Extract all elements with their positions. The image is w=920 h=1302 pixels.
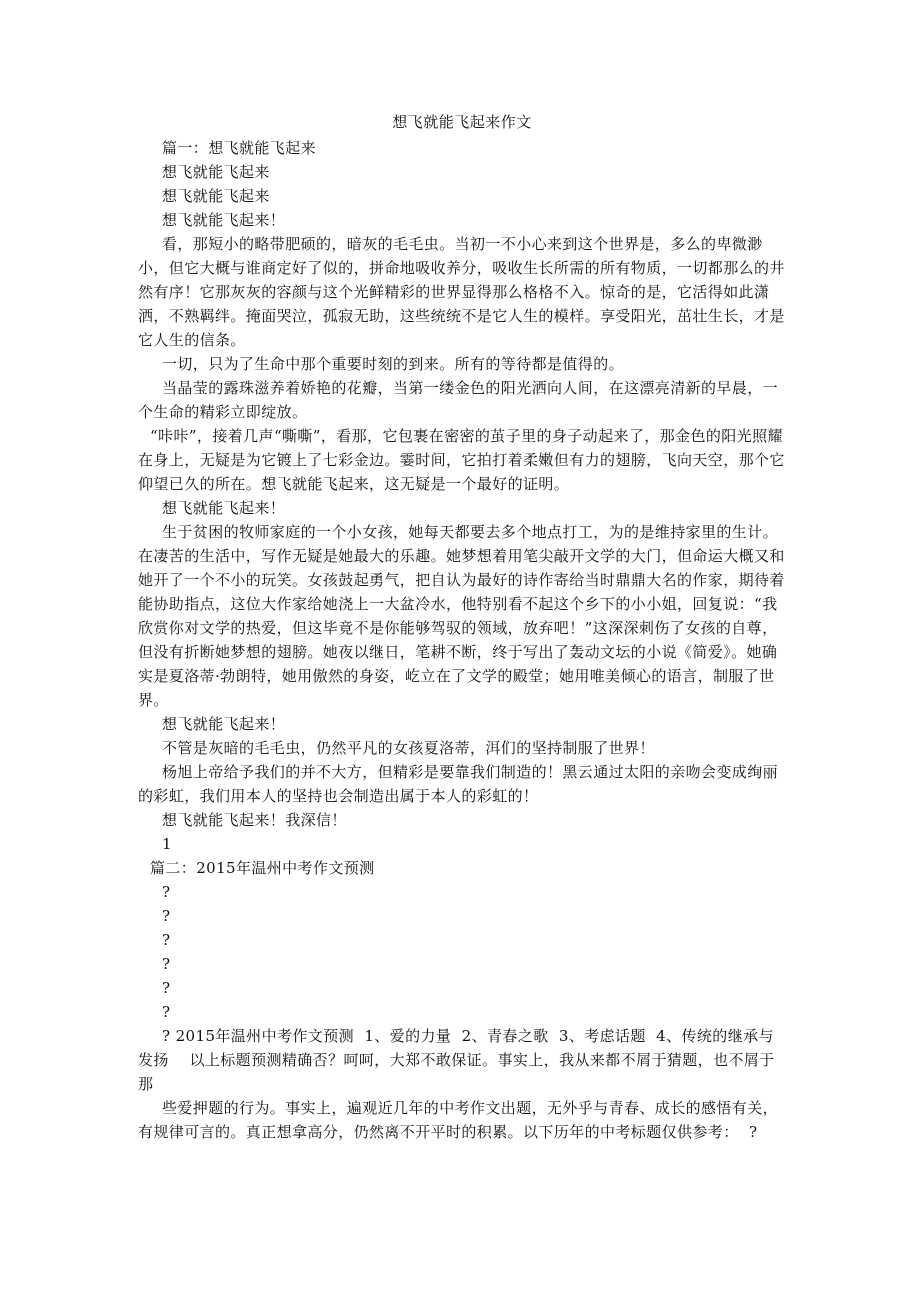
paragraph-11: 想飞就能飞起来！: [162, 715, 286, 733]
paragraph-3: 想飞就能飞起来: [162, 187, 270, 205]
document-body: [138, 136, 786, 1144]
paragraph-16: 篇二：2015年温州中考作文预测: [150, 859, 375, 877]
paragraph-7: 当晶莹的露珠滋养着娇艳的花瓣，当第一缕金色的阳光洒向人间，在这漂亮清新的早晨，一个生命的精彩立即绽放。: [138, 379, 779, 421]
paragraph-18: ?: [162, 907, 171, 925]
paragraph-21: ?: [162, 979, 171, 997]
paragraph-17: ?: [162, 883, 171, 901]
paragraph-9: 想飞就能飞起来！: [162, 499, 286, 517]
paragraph-14: 想飞就能飞起来！我深信！: [162, 811, 347, 829]
paragraph-4: 想飞就能飞起来！: [162, 211, 286, 229]
paragraph-12: 不管是灰暗的毛毛虫，仍然平凡的女孩夏洛蒂，洱们的坚持制服了世界！: [162, 739, 655, 757]
document-content: [138, 111, 786, 1144]
paragraph-15: 1: [162, 835, 172, 853]
paragraph-22: ?: [162, 1003, 171, 1021]
paragraph-23: ? 2015年温州中考作文预测 1、爱的力量 2、青春之歌 3、考虑话题 4、传统的继承与发扬 以上标题预测精确否？呵呵，大郑不敢保证。事实上，我从来都不屑于猜题，也不屑于那: [138, 1027, 775, 1093]
paragraph-24: 些爱押题的行为。事实上，遍观近几年的中考作文出题，无外乎与青春、成长的感悟有关，有规律可言的。真正想拿高分，仍然离不开平时的积累。以下历年的中考标题仅供参考： ?: [138, 1099, 779, 1141]
paragraph-19: ?: [162, 931, 171, 949]
paragraph-5: 看，那短小的略带肥硕的，暗灰的毛毛虫。当初一不小心来到这个世界是，多么的卑微渺小，但它大概与谁商定好了似的，拼命地吸收养分，吸收生长所需的所有物质，一切都那么的井然有序！它那灰灰的容颜与这个光鲜精彩的世界显得那么格格不入。惊奇的是，它活得如此潇洒，不熟羁绊。掩面哭泣，孤寂无助，这些统统不是它人生的模样。享受阳光，茁壮生长，才是它人生的信条。: [138, 235, 785, 349]
paragraph-10: 生于贫困的牧师家庭的一个小女孩，她每天都要去多个地点打工，为的是维持家里的生计。在凄苦的生活中，写作无疑是她最大的乐趣。她梦想着用笔尖敲开文学的大门，但命运大概又和她开了一个不小的玩笑。女孩鼓起勇气，把自认为最好的诗作寄给当时鼎鼎大名的作家，期待着能协助指点，这位大作家给她浇上一大盆冷水，他特别看不起这个乡下的小小姐，回复说：“我欣赏你对文学的热爱，但这毕竟不是你能够驾驭的领域，放弃吧！”这深深刺伤了女孩的自尊，但没有折断她梦想的翅膀。她夜以继日，笔耕不断，终于写出了轰动文坛的小说《简爱》。她确实是夏洛蒂·勃朗特，她用傲然的身姿，屹立在了文学的殿堂；她用唯美倾心的语言，制服了世界。: [138, 523, 785, 709]
paragraph-6: 一切，只为了生命中那个重要时刻的到来。所有的等待都是值得的。: [162, 355, 625, 373]
paragraph-1: 篇一：想飞就能飞起来: [162, 139, 317, 157]
paragraph-8: “咔咔”，接着几声“嘶嘶”，看那，它包裹在密密的茧子里的身子动起来了，那金色的阳光照耀在身上，无疑是为它镀上了七彩金边。霎时间，它拍打着柔嫩但有力的翅膀，飞向天空，那个它仰望已久的所在。想飞就能飞起来，这无疑是一个最好的证明。: [138, 427, 785, 493]
paragraph-20: ?: [162, 955, 171, 973]
document-title: 想飞就能飞起来作文: [392, 113, 532, 131]
paragraph-2: 想飞就能飞起来: [162, 163, 270, 181]
paragraph-13: 杨旭上帝给予我们的并不大方，但精彩是要靠我们制造的！黑云通过太阳的亲吻会变成绚丽的彩虹，我们用本人的坚持也会制造出属于本人的彩虹的！: [138, 763, 779, 805]
